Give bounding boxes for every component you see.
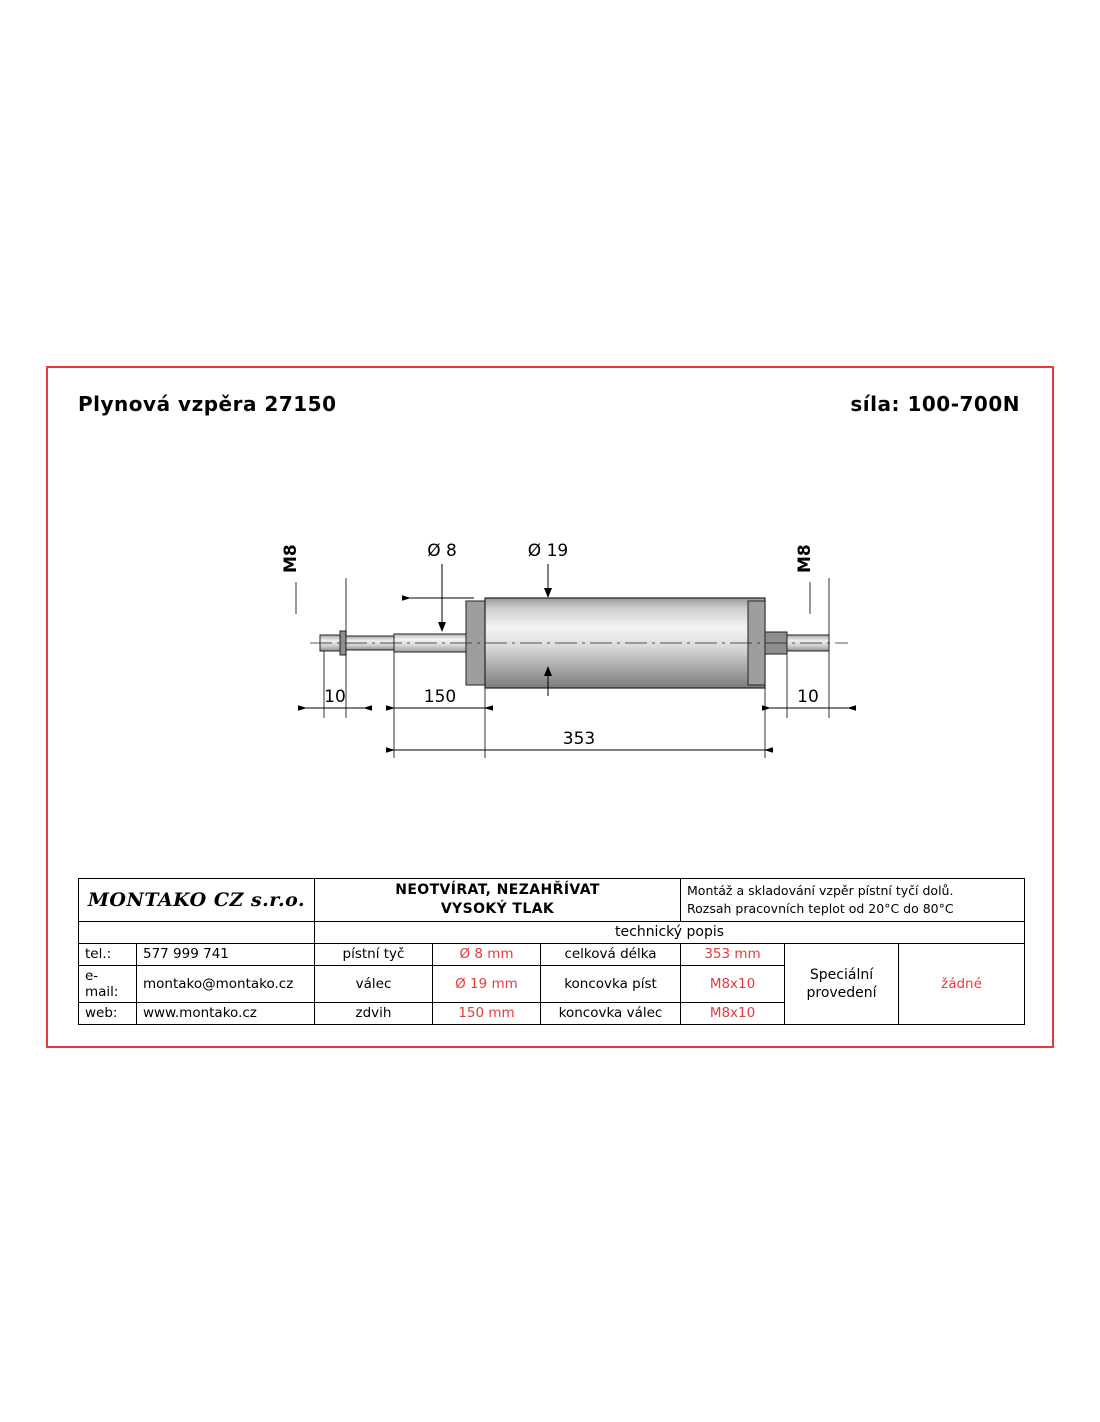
warning-line-1: NEOTVÍRAT, NEZAHŘÍVAT <box>395 882 600 898</box>
param-value-stroke: 150 mm <box>433 1002 541 1024</box>
dim-left-end-label: 10 <box>324 687 346 707</box>
tech-description-header: technický popis <box>315 921 1025 943</box>
warning-line-2: VYSOKÝ TLAK <box>440 900 555 917</box>
page-header <box>48 368 1052 448</box>
contact-label-web: web: <box>79 1002 137 1024</box>
storage-note-line-1: Montáž a skladování vzpěr pístní tyčí dolů. <box>687 883 954 899</box>
param-value-rod: Ø 8 mm <box>433 943 541 965</box>
param-name-cylinder-end: koncovka válec <box>541 1002 681 1024</box>
storage-note-line-2: Rozsah pracovních teplot od 20°C do 80°C <box>687 900 954 916</box>
param-name-stroke: zdvih <box>315 1002 433 1024</box>
dim-total-label: 353 <box>562 729 596 749</box>
empty-cell <box>79 921 315 943</box>
datasheet-page <box>46 366 1054 1048</box>
dim-right-end-label: 10 <box>797 687 819 707</box>
dimension-right-end <box>770 687 848 708</box>
contact-value-email: montako@montako.cz <box>137 965 315 1002</box>
special-version-value: žádné <box>899 943 1025 1024</box>
callout-thread-right <box>795 544 815 614</box>
dimension-total-length <box>394 718 765 758</box>
param-value-total-length: 353 mm <box>681 943 785 965</box>
cylinder-diameter-label: Ø 19 <box>527 541 569 561</box>
thread-right-label: M8 <box>795 544 815 573</box>
rod-diameter-label: Ø 8 <box>427 541 457 561</box>
param-value-piston-end: M8x10 <box>681 965 785 1002</box>
storage-note-cell <box>681 879 1025 922</box>
contact-value-web: www.montako.cz <box>137 1002 315 1024</box>
page-title: Plynová vzpěra 27150 <box>78 392 337 416</box>
special-version-line-2: provedení <box>806 984 877 1001</box>
special-version-line-1: Speciální <box>809 966 874 983</box>
param-name-rod: pístní tyč <box>315 943 433 965</box>
technical-drawing <box>48 518 1052 938</box>
contact-value-tel: 577 999 741 <box>137 943 315 965</box>
param-name-cylinder: válec <box>315 965 433 1002</box>
dim-stroke-label: 150 <box>423 687 457 707</box>
param-value-cylinder: Ø 19 mm <box>433 965 541 1002</box>
company-name: MONTAKO CZ s.r.o. <box>79 879 315 922</box>
specification-table <box>78 878 1025 1025</box>
special-version-label <box>785 943 899 1024</box>
callout-rod-diameter <box>410 541 474 632</box>
dimension-stroke <box>394 687 485 708</box>
thread-left-label: M8 <box>281 544 301 573</box>
param-value-cylinder-end: M8x10 <box>681 1002 785 1024</box>
param-name-piston-end: koncovka píst <box>541 965 681 1002</box>
contact-label-email: e-mail: <box>79 965 137 1002</box>
param-name-total-length: celková délka <box>541 943 681 965</box>
force-rating: síla: 100-700N <box>850 392 1020 416</box>
table-row <box>79 943 1025 965</box>
contact-label-tel: tel.: <box>79 943 137 965</box>
table-row-tech-header <box>79 921 1025 943</box>
callout-thread-left <box>281 544 301 614</box>
warning-cell <box>315 879 681 922</box>
strut-body <box>310 598 848 688</box>
dimension-left-end <box>306 687 364 708</box>
